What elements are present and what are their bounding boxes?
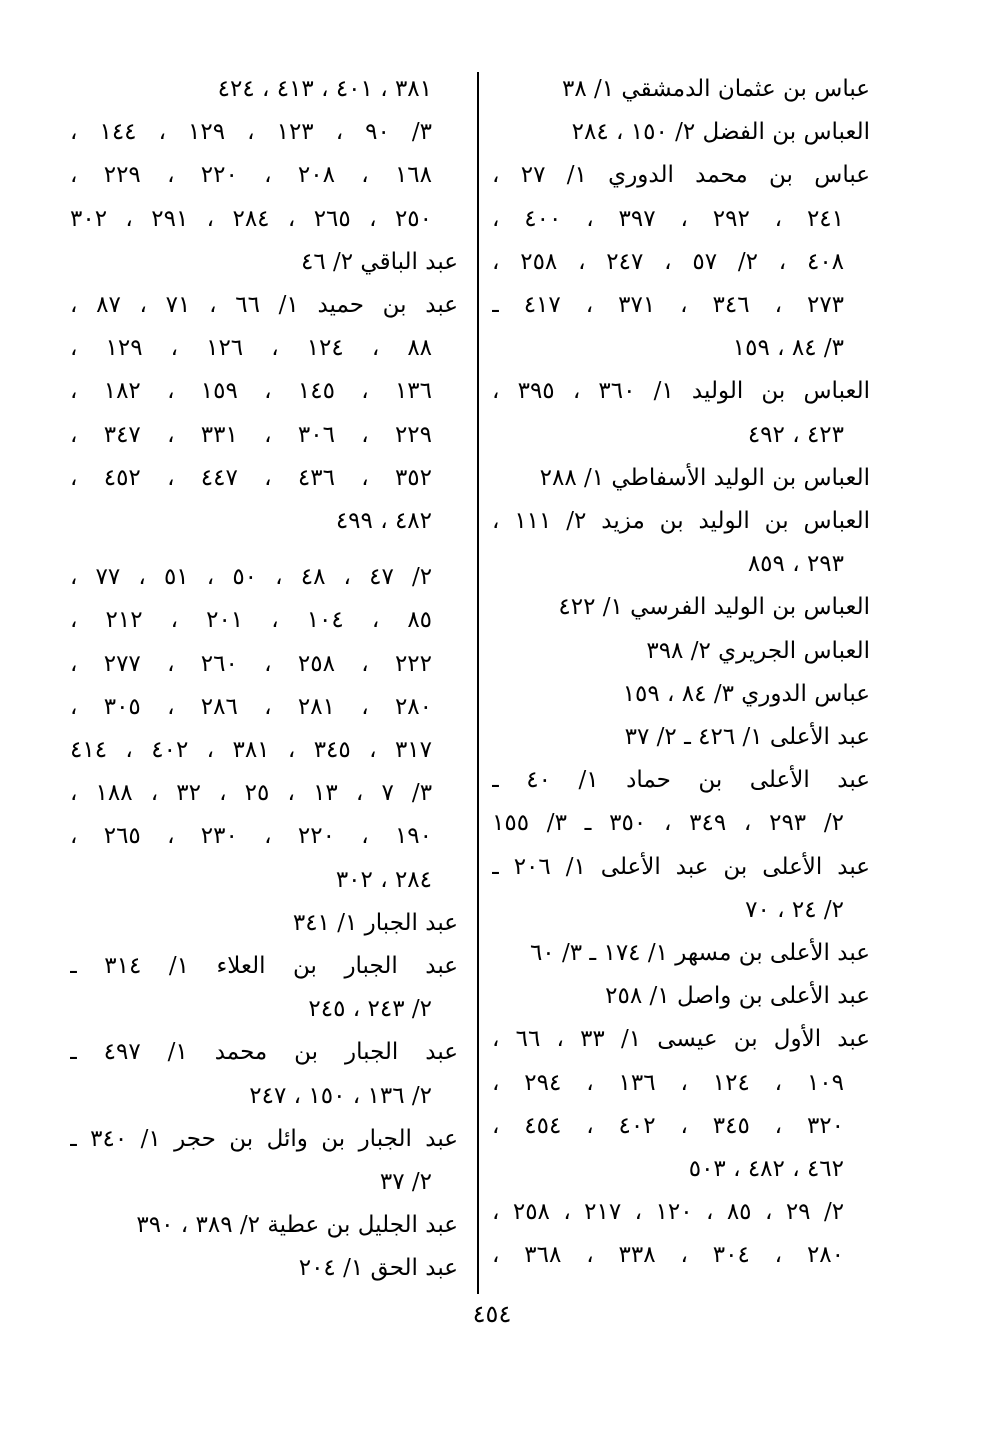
index-entry-continuation: ٣٨١ ، ٤٠١ ، ٤١٣ ، ٤٢٤ [217,76,432,102]
index-entry-continuation: ١٠٩ ، ١٢٤ ، ١٣٦ ، ٢٩٤ ، [492,1069,845,1096]
index-entry-continuation: ٢٥٠ ، ٢٦٥ ، ٢٨٤ ، ٢٩١ ، ٣٠٢ [70,205,432,232]
index-entry-heading: العباس الجريري ٢/ ٣٩٨ [646,637,870,664]
index-entry-heading: عبد الحق ١/ ٢٠٤ [298,1255,458,1282]
index-entry-continuation: ٢٢٩ ، ٣٠٦ ، ٣٣١ ، ٣٤٧ ، [70,421,433,448]
index-entry-continuation: ١٦٨ ، ٢٠٨ ، ٢٢٠ ، ٢٢٩ ، [70,162,433,189]
index-entry-heading: عبد بن حميد ١/ ٦٦ ، ٧١ ، ٨٧ ، [70,292,458,319]
page-number: ٤٥٤ [472,1300,512,1328]
index-entry-heading: عبد الجبار بن العلاء ١/ ٣١٤ ـ [70,953,458,980]
index-entry-heading: العباس بن الوليد بن مزيد ٢/ ١١١ ، [492,508,870,535]
index-entry-heading: عبد الأعلى بن واصل ١/ ٢٥٨ [605,983,870,1010]
index-entry-continuation: ٣٢٠ ، ٣٤٥ ، ٤٠٢ ، ٤٥٤ ، [492,1112,845,1139]
index-entry-heading: عباس الدوري ٣/ ٨٤ ، ١٥٩ [622,680,870,707]
index-entry-heading: عباس بن عثمان الدمشقي ١/ ٣٨ [561,76,870,102]
index-entry-heading: عبد الأعلى بن حماد ١/ ٤٠ ـ [492,767,870,794]
entry-gap [70,543,458,556]
index-entry-continuation: ٣١٧ ، ٣٤٥ ، ٣٨١ ، ٤٠٢ ، ٤١٤ [70,737,432,764]
index-entry-heading: عبد الجليل بن عطية ٢/ ٣٨٩ ، ٣٩٠ [136,1212,458,1239]
index-entry-heading: عبد الجبار ١/ ٣٤١ [292,909,458,936]
index-entry-continuation: ٢/ ٤٧ ، ٤٨ ، ٥٠ ، ٥١ ، ٧٧ ، [70,564,433,591]
index-entry-heading: عباس بن محمد الدوري ١/ ٢٧ ، [492,162,870,189]
index-entry-continuation: ٨٨ ، ١٢٤ ، ١٢٦ ، ١٢٩ ، [70,335,433,362]
index-entry-continuation: ٤٨٢ ، ٤٩٩ [335,508,432,535]
index-entry-heading: العباس بن الوليد الفرسي ١/ ٤٢٢ [558,594,870,621]
index-entry-heading: عبد الجبار بن محمد ١/ ٤٩٧ ـ [70,1039,458,1066]
index-entry-continuation: ٣٥٢ ، ٤٣٦ ، ٤٤٧ ، ٤٥٢ ، [70,464,433,491]
index-entry-heading: العباس بن الوليد ١/ ٣٦٠ ، ٣٩٥ ، [492,378,870,405]
index-entry-continuation: ٢٧٣ ، ٣٤٦ ، ٣٧١ ، ٤١٧ ـ [492,292,845,319]
index-entry-heading: عبد الأول بن عيسى ١/ ٣٣ ، ٦٦ ، [492,1026,870,1053]
index-entry-heading: عبد الأعلى بن مسهر ١/ ١٧٤ ـ ٣/ ٦٠ [529,940,870,967]
index-entry-continuation: ٢٨٠ ، ٢٨١ ، ٢٨٦ ، ٣٠٥ ، [70,693,433,720]
index-column-right [492,68,870,1278]
index-entry-continuation: ٢/ ٢٤٣ ، ٢٤٥ [308,996,432,1023]
index-entry-continuation: ١٣٦ ، ١٤٥ ، ١٥٩ ، ١٨٢ ، [70,378,433,405]
index-entry-heading: عبد الباقي ٢/ ٤٦ [300,248,458,275]
index-entry-heading: العباس بن الوليد الأسفاطي ١/ ٢٨٨ [539,464,870,491]
index-entry-continuation: ٨٥ ، ١٠٤ ، ٢٠١ ، ٢١٢ ، [70,607,433,634]
index-entry-heading: العباس بن الفضل ٢/ ١٥٠ ، ٢٨٤ [571,119,870,146]
index-entry-continuation: ٣/ ٩٠ ، ١٢٣ ، ١٢٩ ، ١٤٤ ، [70,119,433,146]
index-entry-continuation: ٤٢٣ ، ٤٩٢ [747,421,844,448]
index-entry-continuation: ٣/ ٧ ، ١٣ ، ٢٥ ، ٣٢ ، ١٨٨ ، [70,780,433,807]
index-entry-continuation: ٢٩٣ ، ٨٥٩ [747,551,844,578]
column-divider [477,72,479,1294]
index-entry-continuation: ٢٨٤ ، ٣٠٢ [335,866,432,893]
index-entry-continuation: ٢/ ٢٩٣ ، ٣٤٩ ، ٣٥٠ ـ ٣/ ١٥٥ [492,810,845,837]
index-entry-continuation: ١٩٠ ، ٢٢٠ ، ٢٣٠ ، ٢٦٥ ، [70,823,433,850]
index-entry-heading: عبد الأعلى ١/ ٤٢٦ ـ ٢/ ٣٧ [624,724,870,751]
index-column-left [70,68,458,1291]
index-entry-continuation: ٤٦٢ ، ٤٨٢ ، ٥٠٣ [688,1156,844,1183]
index-entry-continuation: ٢/ ٢٩ ، ٨٥ ، ١٢٠ ، ٢١٧ ، ٢٥٨ ، [492,1199,845,1226]
index-entry-continuation: ٢/ ٣٧ [379,1169,432,1196]
index-entry-continuation: ٢/ ٢٤ ، ٧٠ [745,896,844,923]
index-entry-continuation: ٢٤١ ، ٢٩٢ ، ٣٩٧ ، ٤٠٠ ، [492,205,845,232]
index-entry-continuation: ٢/ ١٣٦ ، ١٥٠ ، ٢٤٧ [249,1082,432,1109]
index-entry-heading: عبد الأعلى بن عبد الأعلى ١/ ٢٠٦ ـ [492,853,870,880]
index-entry-heading: عبد الجبار بن وائل بن حجر ١/ ٣٤٠ ـ [70,1125,458,1152]
index-entry-continuation: ٢٨٠ ، ٣٠٤ ، ٣٣٨ ، ٣٦٨ ، [492,1242,845,1269]
index-entry-continuation: ٢٢٢ ، ٢٥٨ ، ٢٦٠ ، ٢٧٧ ، [70,650,433,677]
index-entry-continuation: ٣/ ٨٤ ، ١٥٩ [732,335,844,362]
index-entry-continuation: ٤٠٨ ، ٢/ ٥٧ ، ٢٤٧ ، ٢٥٨ ، [492,248,845,275]
